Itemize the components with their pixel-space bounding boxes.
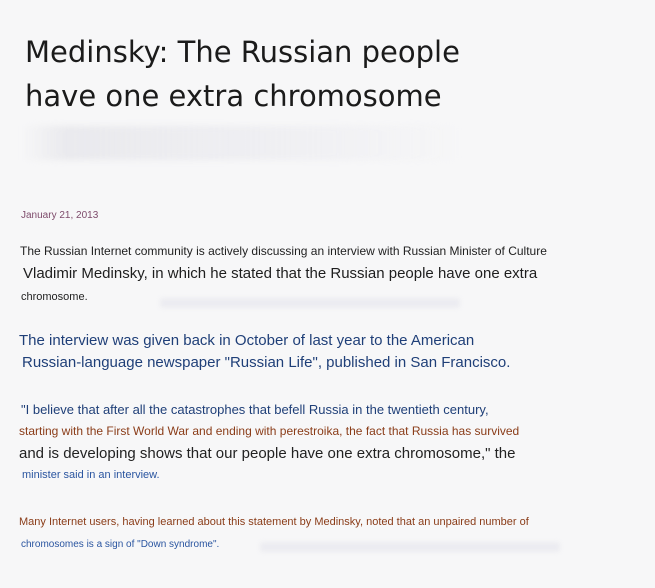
paragraph-3-line-1: "I believe that after all the catastrophes that befell Russia in the twentieth century, [21, 402, 489, 417]
title-line-2: have one extra chromosome [25, 79, 442, 113]
title-reflection [22, 126, 462, 160]
paragraph-1-line-1: The Russian Internet community is actively discussing an interview with Russian Minister of Culture [20, 244, 547, 258]
paragraph-3-line-3: and is developing shows that our people have one extra chromosome," the [19, 445, 516, 462]
paragraph-3-line-4: minister said in an interview. [22, 469, 160, 481]
publish-date: January 21, 2013 [21, 210, 99, 221]
paragraph-4-line-1: Many Internet users, having learned about this statement by Medinsky, noted that an unpaired number of [19, 516, 529, 528]
paragraph-4-line-2: chromosomes is a sign of "Down syndrome". [21, 539, 220, 550]
paragraph-1-line-3: chromosome. [21, 291, 88, 303]
title-line-1: Medinsky: The Russian people [25, 35, 460, 69]
article-title [25, 30, 585, 118]
paragraph-3-line-2: starting with the First World War and ending with perestroika, the fact that Russia has survived [19, 424, 520, 438]
faded-text-artifact [160, 298, 460, 308]
paragraph-2-line-1: The interview was given back in October of last year to the American [19, 332, 475, 349]
paragraph-1-line-2: Vladimir Medinsky, in which he stated that the Russian people have one extra [23, 265, 538, 282]
faded-text-artifact [260, 542, 560, 552]
paragraph-2-line-2: Russian-language newspaper "Russian Life", published in San Francisco. [22, 354, 511, 371]
